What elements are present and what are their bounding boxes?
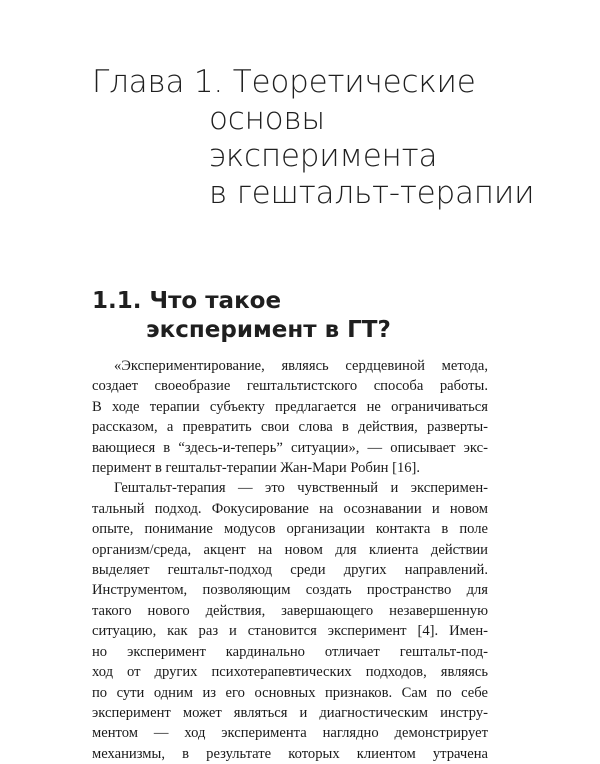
section-title [92, 287, 552, 345]
body-line: механизмы, в результате которых клиентом утрачена [92, 745, 488, 762]
body-line: опыте, понимание модусов организации контакта в поле [92, 521, 488, 538]
chapter-title-line-4: в гештальт-терапии [209, 175, 535, 211]
body-line: перимент в гештальт-терапии Жан-Мари Робин [16]. [92, 460, 421, 477]
body-line: рассказом, а превратить свои слова в действия, разверты- [92, 419, 488, 436]
chapter-title [92, 64, 552, 212]
body-line: эксперимент может являться и диагностическим инстру- [92, 704, 488, 721]
body-text [92, 356, 488, 764]
body-line: ход от других психотерапевтических подходов, являясь [92, 664, 488, 681]
body-line: организм/среда, акцент на новом для клиента действии [92, 541, 488, 558]
section-title-line-1: 1.1. Что такое [92, 288, 282, 314]
body-line: по сути одним из его основных признаков. Сам по себе [92, 684, 488, 701]
chapter-title-line-2: основы [209, 101, 325, 137]
body-line: но эксперимент кардинально отличает гештальт-под- [92, 643, 488, 660]
chapter-title-line-1: Глава 1. Теоретические [92, 64, 476, 100]
body-line: В ходе терапии субъекту предлагается не ограничиваться [92, 398, 488, 415]
body-line: ситуацию, как раз и становится эксперимент [4]. Имен- [92, 623, 488, 640]
body-line: тальный подход. Фокусирование на осознавании и новом [92, 500, 488, 517]
body-line: ментом — ход эксперимента наглядно демонстрирует [92, 725, 488, 742]
body-line: такого нового действия, завершающего незавершенную [92, 602, 488, 619]
body-line: выделяет гештальт-подход среди других направлений. [92, 562, 488, 579]
body-line: вающиеся в “здесь-и-теперь” ситуации», — описывает экс- [92, 439, 488, 456]
body-line: Гештальт-терапия — это чувственный и эксперимен- [114, 480, 488, 497]
body-line: создает своеобразие гештальтистского способа работы. [92, 378, 488, 395]
chapter-title-line-3: эксперимента [209, 138, 438, 174]
body-line: «Экспериментирование, являясь сердцевиной метода, [114, 358, 488, 374]
body-line: Инструментом, позволяющим создать пространство для [92, 582, 488, 599]
section-title-line-2: эксперимент в ГТ? [146, 317, 391, 343]
